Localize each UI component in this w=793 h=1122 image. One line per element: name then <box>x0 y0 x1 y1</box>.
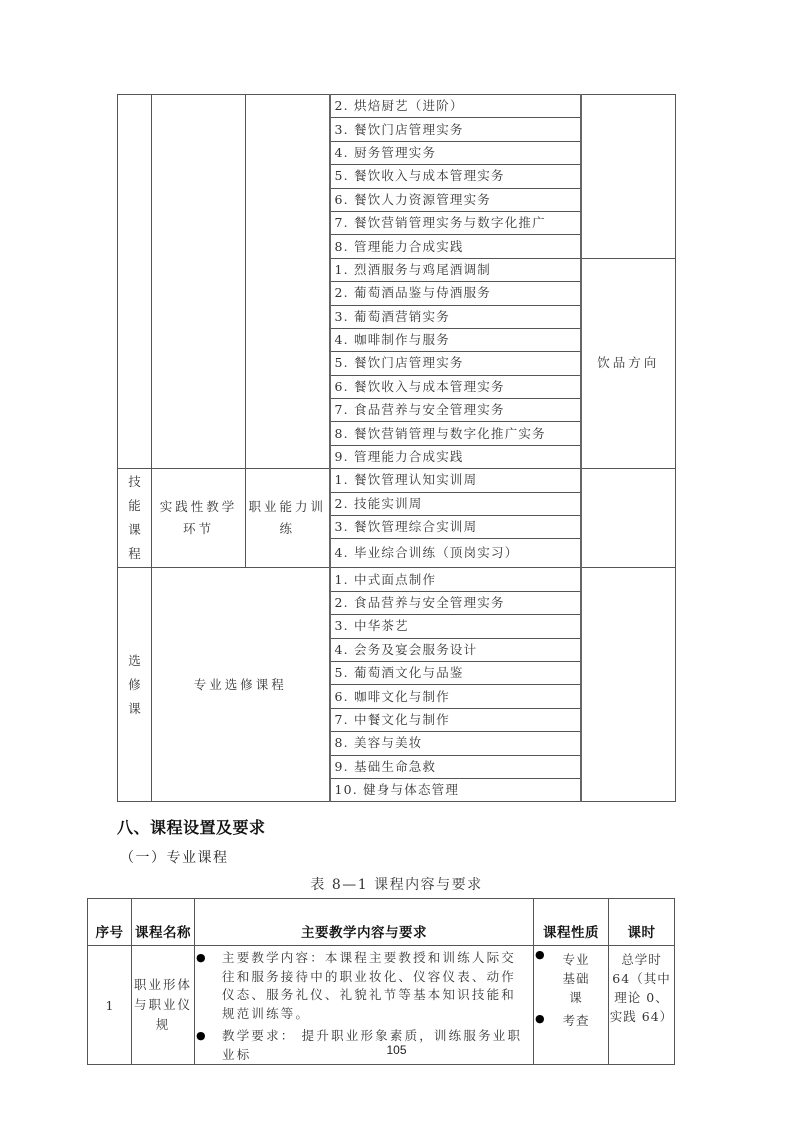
course-item: 1. 餐饮管理认知实训周 <box>330 469 581 492</box>
course-item: 4. 会务及宴会服务设计 <box>330 638 581 661</box>
table-row <box>118 95 676 118</box>
section-heading: 八、课程设置及要求 <box>117 818 266 837</box>
table-header-row <box>88 899 675 946</box>
table-caption: 表 8—1 课程内容与要求 <box>310 877 483 893</box>
header-num: 序号 <box>88 899 132 946</box>
course-name-line: 与职业仪 <box>134 997 193 1012</box>
course-name-line: 职业形体 <box>134 977 193 992</box>
course-item: 7. 食品营养与安全管理实务 <box>330 399 581 422</box>
header-nature: 课程性质 <box>534 899 609 946</box>
course-item: 2. 葡萄酒品鉴与侍酒服务 <box>330 282 581 305</box>
table-row <box>118 568 676 591</box>
assessment-type: 考查 <box>562 1013 590 1028</box>
course-item: 10. 健身与体态管理 <box>330 778 581 801</box>
course-item: 5. 葡萄酒文化与品鉴 <box>330 661 581 684</box>
module-line: 职业能力训 <box>248 499 326 515</box>
subsection-title: 专业课程 <box>166 850 229 866</box>
category-cell <box>118 95 152 469</box>
bullet-icon: ● <box>196 951 208 964</box>
category-skill-courses <box>118 469 152 568</box>
nature-type <box>534 946 608 1007</box>
course-item: 5. 餐饮收入与成本管理实务 <box>330 165 581 188</box>
bullet-icon: ● <box>535 948 545 961</box>
nature-line: 课 <box>569 990 583 1005</box>
table-row <box>118 469 676 492</box>
category-char: 技 <box>128 474 141 490</box>
course-item: 6. 餐饮人力资源管理实务 <box>330 188 581 211</box>
course-item: 6. 餐饮收入与成本管理实务 <box>330 375 581 398</box>
course-item: 9. 基础生命急救 <box>330 755 581 778</box>
course-item: 1. 中式面点制作 <box>330 568 581 591</box>
subsection-heading <box>120 847 229 867</box>
row-number: 1 <box>88 946 132 1065</box>
bullet-icon: ● <box>196 1029 208 1042</box>
content-bullet <box>195 949 533 1023</box>
course-item: 3. 葡萄酒营销实务 <box>330 305 581 328</box>
course-item: 8. 餐饮营销管理与数字化推广实务 <box>330 422 581 445</box>
hours-line: 64（其中 <box>612 971 671 986</box>
content-requirement-text: 教学要求： 提升职业形象素质，训练服务业职业标 <box>222 1028 523 1062</box>
course-type-line: 环节 <box>182 521 214 537</box>
course-item: 5. 餐饮门店管理实务 <box>330 352 581 375</box>
course-item: 2. 食品营养与安全管理实务 <box>330 591 581 614</box>
course-item: 1. 烈酒服务与鸡尾酒调制 <box>330 258 581 281</box>
header-content: 主要教学内容与要求 <box>195 899 534 946</box>
nature-line: 专业 <box>562 952 590 967</box>
bullet-icon: ● <box>535 1012 545 1025</box>
hours-line: 理论 0、 <box>614 990 669 1005</box>
course-item: 9. 管理能力合成实践 <box>330 445 581 468</box>
course-item: 8. 管理能力合成实践 <box>330 235 581 258</box>
module-vocational-training <box>246 469 330 568</box>
course-item: 6. 咖啡文化与制作 <box>330 685 581 708</box>
direction-cell <box>581 568 676 802</box>
course-item: 3. 餐饮管理综合实训周 <box>330 516 581 539</box>
course-requirements-table <box>87 898 675 1065</box>
course-item: 4. 咖啡制作与服务 <box>330 328 581 351</box>
course-item: 7. 中餐文化与制作 <box>330 708 581 731</box>
course-item: 3. 餐饮门店管理实务 <box>330 118 581 141</box>
category-char: 能 <box>128 498 141 514</box>
direction-cell <box>581 469 676 568</box>
course-item: 4. 厨务管理实务 <box>330 141 581 164</box>
category-char: 程 <box>128 546 141 562</box>
content-main-text: 主要教学内容：本课程主要教授和训练人际交往和服务接待中的职业妆化、仪容仪表、动作仪态、服务礼仪、礼貌礼节等基本知识技能和规范训练等。 <box>222 950 517 1021</box>
category-char: 修 <box>128 676 141 692</box>
course-item: 8. 美容与美妆 <box>330 732 581 755</box>
category-electives <box>118 568 152 802</box>
category-char: 选 <box>128 652 141 668</box>
course-type-line: 实践性教学 <box>159 499 238 515</box>
direction-cell <box>581 95 676 259</box>
course-item: 2. 烘焙厨艺（进阶） <box>330 95 581 118</box>
header-course-name: 课程名称 <box>132 899 195 946</box>
course-type-practical <box>152 469 246 568</box>
category-char: 课 <box>128 700 141 716</box>
subsection-number: （一） <box>120 850 167 866</box>
nature-line: 基础 <box>562 971 590 986</box>
course-item: 2. 技能实训周 <box>330 492 581 515</box>
module-line: 练 <box>279 521 295 537</box>
header-hours: 课时 <box>609 899 675 946</box>
course-item: 3. 中华茶艺 <box>330 615 581 638</box>
course-name-line: 规 <box>155 1017 171 1032</box>
course-item: 4. 毕业综合训练（顶岗实习） <box>330 539 581 568</box>
page-number: 105 <box>386 1043 407 1057</box>
hours-line: 总学时 <box>621 952 662 967</box>
course-type-cell <box>152 95 246 469</box>
curriculum-structure-table <box>117 94 676 802</box>
module-professional-electives: 专业选修课程 <box>152 568 330 802</box>
direction-label: 饮品方向 <box>581 258 676 469</box>
category-char: 课 <box>128 522 141 538</box>
course-item: 7. 餐饮营销管理实务与数字化推广 <box>330 211 581 234</box>
module-cell <box>246 95 330 469</box>
hours-line: 实践 64） <box>609 1009 674 1024</box>
